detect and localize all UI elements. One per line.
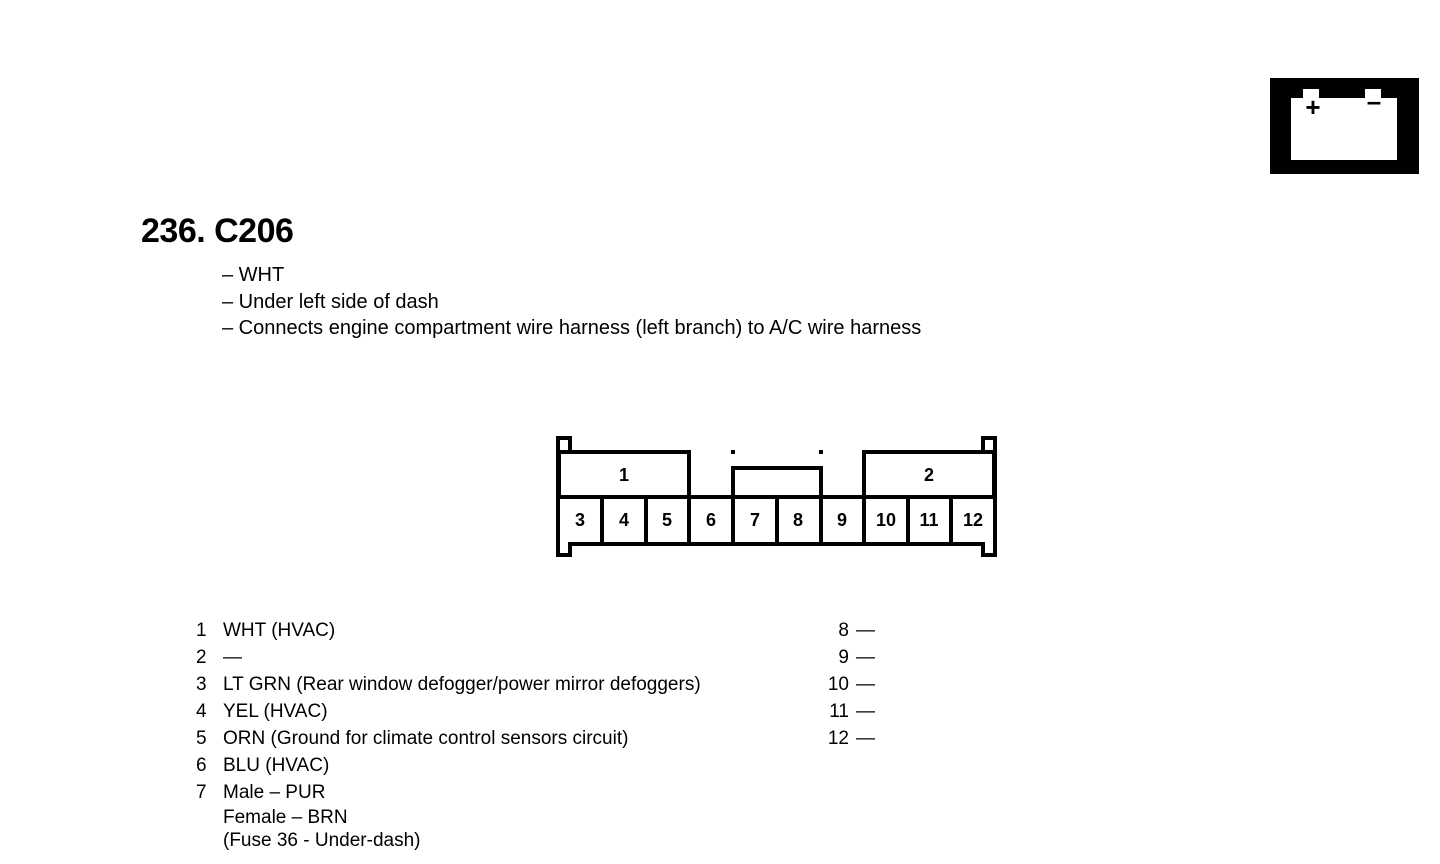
pin-row bbox=[196, 644, 701, 671]
connector-description bbox=[222, 262, 921, 342]
pin-row bbox=[196, 725, 701, 752]
pin-description: Male – PUR bbox=[223, 782, 326, 803]
description-location: – Under left side of dash bbox=[222, 290, 439, 313]
pin-description: WHT (HVAC) bbox=[223, 620, 336, 641]
pin-row bbox=[816, 617, 875, 644]
pin-description: — bbox=[856, 620, 875, 641]
pin-number: 2 bbox=[196, 647, 207, 668]
cavity-label-12: 12 bbox=[962, 510, 984, 530]
cavity-label-7: 7 bbox=[749, 510, 761, 530]
pin-row bbox=[196, 752, 701, 779]
pin-list-right bbox=[816, 617, 875, 752]
pin-description: LT GRN (Rear window defogger/power mirror defoggers) bbox=[223, 674, 701, 695]
battery-minus-label: – bbox=[1366, 86, 1382, 116]
pin-description: — bbox=[223, 647, 242, 668]
pin-row bbox=[816, 644, 875, 671]
description-color: – WHT bbox=[222, 264, 285, 286]
pin-row bbox=[196, 779, 701, 806]
pin-number: 8 bbox=[838, 620, 849, 641]
pin-list-left bbox=[196, 617, 701, 852]
pin-description: YEL (HVAC) bbox=[223, 701, 328, 722]
pin-row bbox=[816, 725, 875, 752]
pin-number: 7 bbox=[196, 782, 207, 803]
connector-title: 236. C206 bbox=[141, 212, 294, 250]
cavity-label-4: 4 bbox=[618, 510, 630, 530]
cavity-label-1: 1 bbox=[618, 465, 630, 485]
cavity-label-8: 8 bbox=[792, 510, 804, 530]
connector-face-diagram bbox=[554, 434, 1000, 565]
cavity-label-2: 2 bbox=[923, 465, 935, 485]
cavity-label-6: 6 bbox=[705, 510, 717, 530]
pin-row bbox=[196, 671, 701, 698]
cavity-label-5: 5 bbox=[661, 510, 673, 530]
pin-number: 12 bbox=[827, 728, 849, 749]
cavity-label-10: 10 bbox=[875, 510, 897, 530]
cavity-label-9: 9 bbox=[836, 510, 848, 530]
cavity-label-11: 11 bbox=[919, 510, 939, 530]
pin-description: — bbox=[856, 647, 875, 668]
pin-number: 1 bbox=[196, 620, 207, 641]
pin-row bbox=[816, 671, 875, 698]
pin-row bbox=[196, 617, 701, 644]
pin-number: 6 bbox=[196, 755, 207, 776]
pin-row bbox=[196, 698, 701, 725]
description-connects: – Connects engine compartment wire harness (left branch) to A/C wire harness bbox=[222, 317, 922, 339]
cavity-label-3: 3 bbox=[574, 510, 586, 530]
pin-description: BLU (HVAC) bbox=[223, 755, 330, 776]
pin-description: — bbox=[856, 701, 875, 722]
pin-description: ORN (Ground for climate control sensors circuit) bbox=[223, 728, 629, 749]
pin-number: 3 bbox=[196, 674, 207, 695]
pin-description: — bbox=[856, 728, 875, 749]
pin-sub-line: Female – BRN bbox=[223, 807, 348, 828]
pin-number: 5 bbox=[196, 728, 207, 749]
pin-sub-line: (Fuse 36 - Under-dash) bbox=[223, 830, 421, 851]
pin-description: — bbox=[856, 674, 875, 695]
pin-number: 9 bbox=[838, 647, 849, 668]
battery-icon bbox=[1270, 78, 1419, 174]
pin-number: 4 bbox=[196, 701, 207, 722]
pin-row bbox=[816, 698, 875, 725]
pin-number: 11 bbox=[829, 701, 849, 722]
pin-number: 10 bbox=[827, 674, 849, 695]
battery-plus-label: + bbox=[1305, 92, 1321, 122]
